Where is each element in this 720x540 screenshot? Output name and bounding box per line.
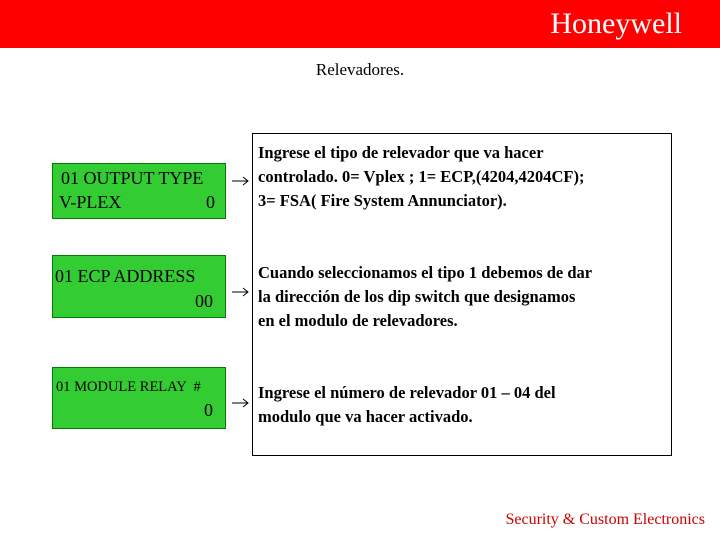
description-line: controlado. 0= Vplex ; 1= ECP,(4204,4204CF); bbox=[258, 167, 585, 186]
display-line-2: V-PLEX bbox=[59, 192, 122, 212]
description-line: 3= FSA( Fire System Annunciator). bbox=[258, 191, 507, 210]
description-line: Ingrese el tipo de relevador que va hacer bbox=[258, 143, 544, 162]
display-line-1: 01 MODULE RELAY # bbox=[56, 379, 201, 395]
description-line: Cuando seleccionamos el tipo 1 debemos de dar bbox=[258, 263, 593, 282]
display-line-1: 01 OUTPUT TYPE bbox=[61, 168, 204, 188]
footer-company: Security & Custom Electronics bbox=[505, 511, 705, 528]
display-value: 0 bbox=[206, 192, 215, 212]
keypad-display-ecp-address bbox=[52, 255, 226, 318]
description-ecp-address bbox=[258, 261, 678, 333]
arrow-right-icon bbox=[232, 175, 250, 187]
keypad-display-output-type bbox=[52, 163, 226, 219]
description-module-relay bbox=[258, 381, 678, 429]
description-line: la dirección de los dip switch que designamos bbox=[258, 287, 576, 306]
arrow-right-icon bbox=[232, 286, 250, 298]
description-output-type bbox=[258, 141, 678, 213]
brand-logo-text: Honeywell bbox=[550, 7, 682, 40]
display-value: 00 bbox=[195, 291, 213, 311]
display-line-1: 01 ECP ADDRESS bbox=[55, 266, 196, 286]
description-line: modulo que va hacer activado. bbox=[258, 407, 473, 426]
header-bar bbox=[0, 0, 720, 48]
slide-title: Relevadores. bbox=[315, 60, 405, 79]
description-line: en el modulo de relevadores. bbox=[258, 311, 458, 330]
arrow-right-icon bbox=[232, 397, 250, 409]
display-value: 0 bbox=[204, 400, 213, 420]
keypad-display-module-relay bbox=[52, 367, 226, 429]
description-line: Ingrese el número de relevador 01 – 04 del bbox=[258, 383, 556, 402]
